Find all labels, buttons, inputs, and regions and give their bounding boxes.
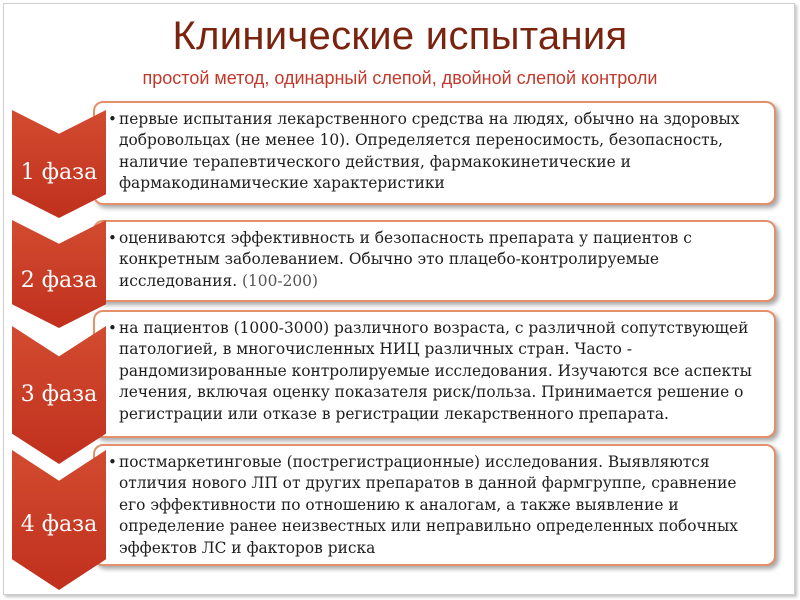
phase-1-box <box>93 101 776 205</box>
phase-1-label: 1 фаза <box>20 160 98 185</box>
page-title: Клинические испытания <box>172 14 628 58</box>
phase-4-label: 4 фаза <box>20 512 98 537</box>
page-subtitle: простой метод, одинарный слепой, двойной слепой контроли <box>142 68 658 88</box>
phase-2-label: 2 фаза <box>20 268 98 293</box>
phase-4-box <box>93 444 776 566</box>
phase-2-box <box>93 220 776 302</box>
phase-1-text: • первые испытания лекарственного средства на людях, обычно на здоровых добровольцах (не менее 10). Определяется переносимость, безопасность, наличие терапевтического действия, фармакокинетические и фармакодинамические характеристики <box>119 109 764 195</box>
phase-2-text: оцениваются эффективность и безопасность препарата у пациентов с конкретным заболеванием. Обычно это плацебо-контролируемые исследования. <box>119 229 692 290</box>
phase-2-count: (100-200) <box>237 271 318 290</box>
phase-2-item <box>119 228 764 292</box>
phase-3-text: • на пациентов (1000-3000) различного возраста, с различной сопутствующей патологией, в многочисленных НИЦ различных стран. Часто - рандомизированные контролируемые исследования. Изучаются все аспекты лечения, включая оценку показателя риск/польза. Принимается решение о регистрации или отказе в регистрации лекарственного препарата. <box>119 318 764 425</box>
phase-3-box <box>93 310 776 438</box>
phase-4-text: • постмаркетинговые (пострегистрационные) исследования. Выявляются отличия нового ЛП от других препаратов в данной фармгруппе, сравнение его эффективности по отношению к аналогам, а также выявление и определение ранее неизвестных или неправильно определенных побочных эффектов ЛС и факторов риска <box>119 452 764 559</box>
phase-3-label: 3 фаза <box>20 382 98 407</box>
